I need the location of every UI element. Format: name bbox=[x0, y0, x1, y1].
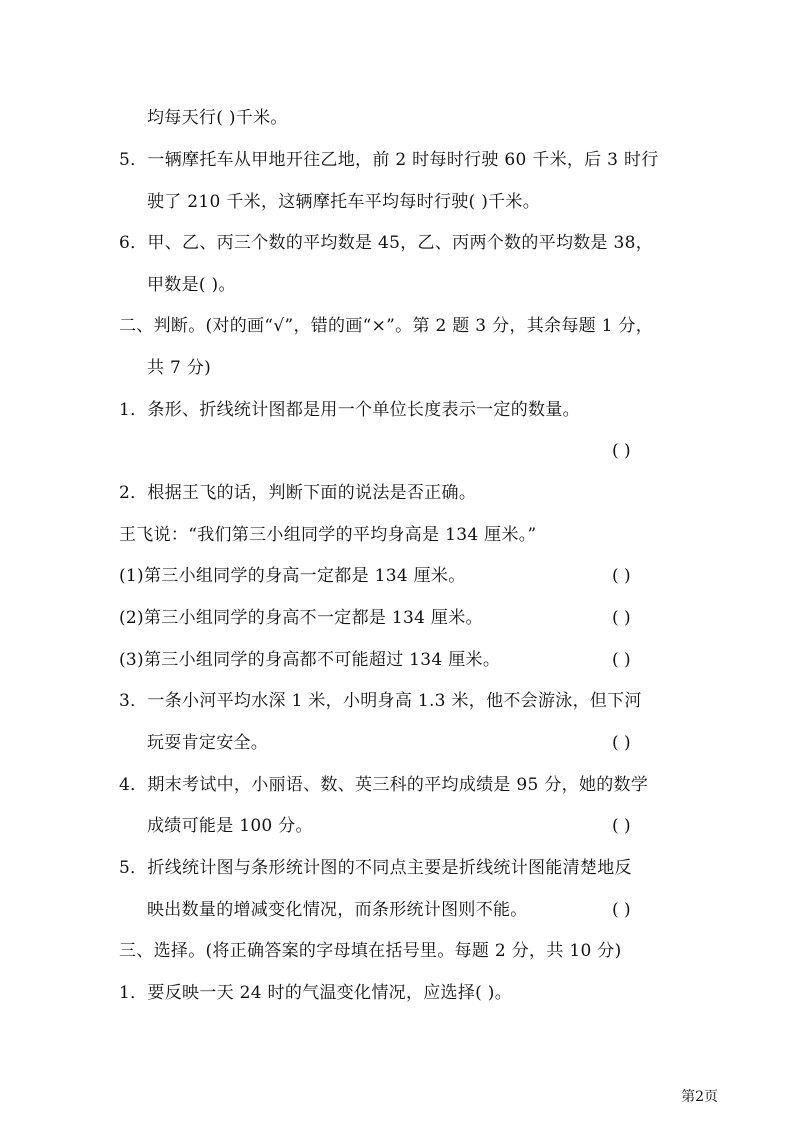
fill-question-5-continuation: 驶了 210 千米，这辆摩托车平均每时行驶( )千米。 bbox=[147, 192, 541, 212]
judge-answer-paren-1[interactable]: ( ) bbox=[612, 441, 631, 461]
judge-answer-paren-2-1[interactable]: ( ) bbox=[612, 566, 631, 586]
judge-question-1: 1．条形、折线统计图都是用一个单位长度表示一定的数量。 bbox=[119, 400, 580, 420]
fill-question-6: 6．甲、乙、丙三个数的平均数是 45，乙、丙两个数的平均数是 38， bbox=[119, 233, 654, 253]
section-choice-heading: 三、选择。(将正确答案的字母填在括号里。每题 2 分，共 10 分) bbox=[119, 941, 622, 961]
fill-question-5: 5．一辆摩托车从甲地开往乙地，前 2 时每时行驶 60 千米，后 3 时行 bbox=[119, 150, 659, 170]
fill-question-6-continuation: 甲数是( )。 bbox=[147, 275, 236, 295]
judge-answer-paren-5[interactable]: ( ) bbox=[612, 900, 631, 920]
judge-question-4: 4．期末考试中，小丽语、数、英三科的平均成绩是 95 分，她的数学 bbox=[119, 775, 649, 795]
q4-continuation: 均每天行( )千米。 bbox=[147, 108, 288, 128]
page-number: 第2页 bbox=[681, 1089, 718, 1105]
judge-question-2-2: (2)第三小组同学的身高不一定都是 134 厘米。 bbox=[119, 608, 483, 628]
wangfei-quote: 王飞说：“我们第三小组同学的平均身高是 134 厘米。” bbox=[119, 525, 537, 545]
section-judge-heading-continuation: 共 7 分) bbox=[147, 358, 212, 378]
judge-question-3: 3．一条小河平均水深 1 米，小明身高 1.3 米，他不会游泳，但下河 bbox=[119, 691, 642, 711]
judge-answer-paren-3[interactable]: ( ) bbox=[612, 733, 631, 753]
judge-answer-paren-2-2[interactable]: ( ) bbox=[612, 608, 631, 628]
choice-question-1: 1．要反映一天 24 时的气温变化情况，应选择( )。 bbox=[119, 983, 513, 1003]
judge-question-2: 2．根据王飞的话，判断下面的说法是否正确。 bbox=[119, 483, 477, 503]
judge-question-3-continuation: 玩耍肯定安全。 bbox=[147, 733, 269, 753]
judge-answer-paren-2-3[interactable]: ( ) bbox=[612, 650, 631, 670]
judge-question-2-3: (3)第三小组同学的身高都不可能超过 134 厘米。 bbox=[119, 650, 501, 670]
judge-question-5-continuation: 映出数量的增减变化情况，而条形统计图则不能。 bbox=[147, 900, 528, 920]
judge-question-5: 5．折线统计图与条形统计图的不同点主要是折线统计图能清楚地反 bbox=[119, 858, 632, 878]
section-judge-heading: 二、判断。(对的画“√”，错的画“×”。第 2 题 3 分，其余每题 1 分， bbox=[119, 316, 654, 336]
judge-question-4-continuation: 成绩可能是 100 分。 bbox=[147, 816, 313, 836]
judge-question-2-1: (1)第三小组同学的身高一定都是 134 厘米。 bbox=[119, 566, 466, 586]
judge-answer-paren-4[interactable]: ( ) bbox=[612, 816, 631, 836]
